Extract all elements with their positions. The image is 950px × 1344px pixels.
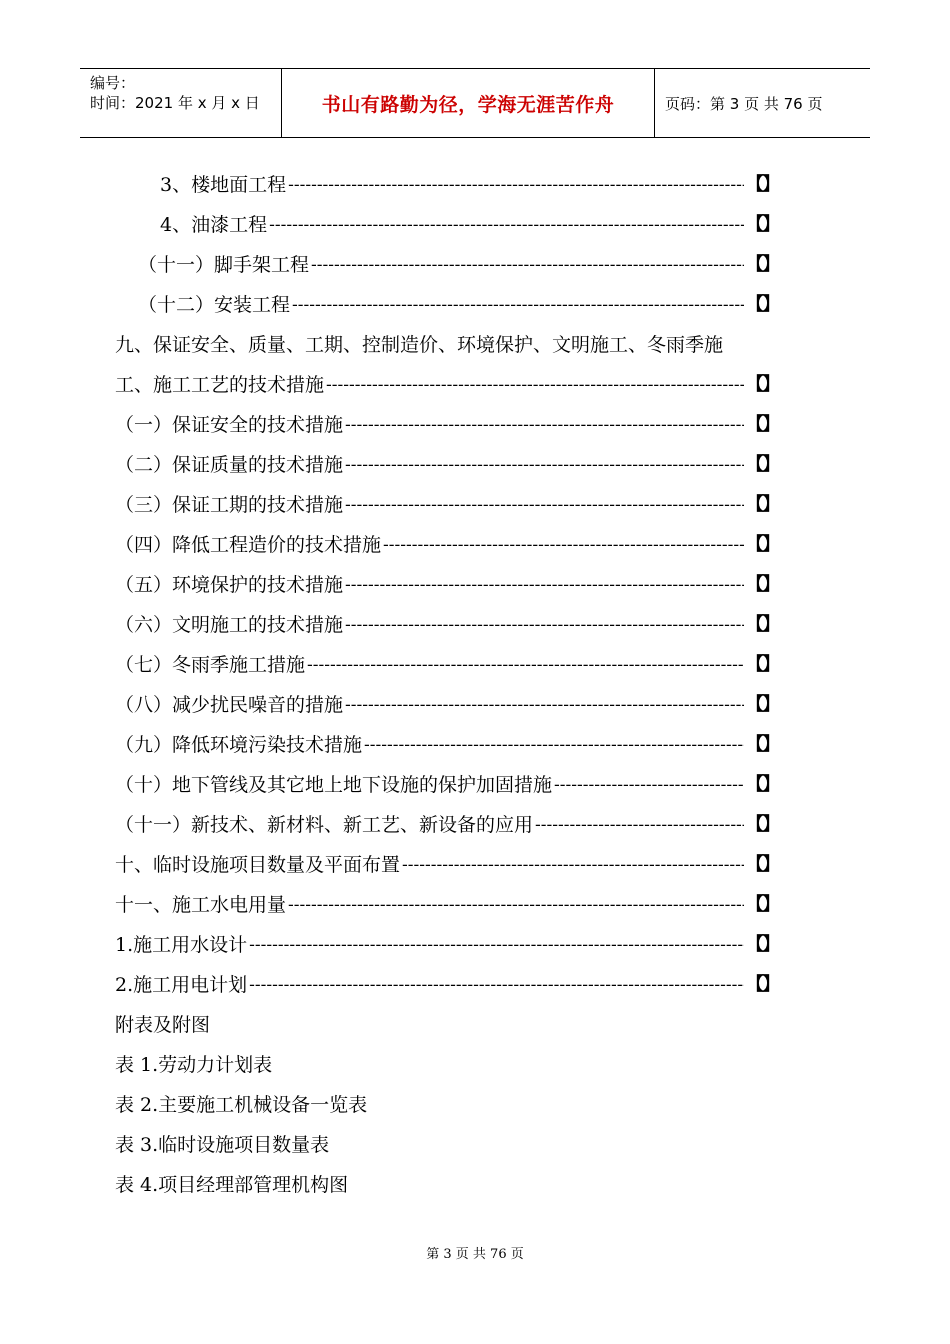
toc-entry: [138, 285, 778, 325]
toc-leader: [345, 605, 744, 645]
toc-entry-mark: 【】: [746, 254, 778, 275]
page-header: [80, 68, 870, 138]
toc-leader: [383, 525, 744, 565]
toc-entry: [115, 685, 778, 725]
toc-entry: [138, 245, 778, 285]
toc-entry-mark: 【】: [746, 574, 778, 595]
header-motto-cell: [282, 69, 655, 137]
toc-entry-mark: 【】: [746, 534, 778, 555]
toc-leader: [402, 845, 744, 885]
toc-entry: [115, 565, 778, 605]
toc-entry-mark: 【】: [746, 854, 778, 875]
toc-entry: [160, 165, 778, 205]
toc-entry: [115, 645, 778, 685]
toc-entry-text: （五）环境保护的技术措施: [115, 574, 344, 596]
toc-entry-text: 十一、施工水电用量: [115, 894, 287, 916]
toc-entry-mark: 【】: [746, 974, 778, 995]
toc-entry: [115, 925, 778, 965]
toc-entry: [115, 525, 778, 565]
toc-entry-mark: 【】: [746, 294, 778, 315]
toc-leader: [269, 205, 744, 245]
toc-leader: [345, 445, 744, 485]
appendix-item: 表 3.临时设施项目数量表: [115, 1134, 330, 1156]
toc-entry-mark: 【】: [746, 934, 778, 955]
toc-entry-mark: 【】: [746, 494, 778, 515]
page-footer: [0, 1243, 950, 1262]
toc-entry-text: 工、施工工艺的技术措施: [115, 374, 325, 396]
toc-entry-mark: 【】: [746, 214, 778, 235]
toc-leader: [249, 965, 744, 1005]
appendix-heading: 附表及附图: [115, 1014, 211, 1036]
toc-entry-text: 2.施工用电计划: [115, 974, 248, 996]
toc-leader: [554, 765, 744, 805]
toc-entry-text: （二）保证质量的技术措施: [115, 454, 344, 476]
toc-entry-text: （四）降低工程造价的技术措施: [115, 534, 382, 556]
toc-entry-text: （九）降低环境污染技术措施: [115, 734, 363, 756]
toc-entry-mark: 【】: [746, 694, 778, 715]
toc-entry-text: （三）保证工期的技术措施: [115, 494, 344, 516]
toc-entry-text: （十一）脚手架工程: [138, 254, 310, 276]
toc-leader: [345, 565, 744, 605]
toc-entry: [160, 205, 778, 245]
toc-entry-text: （八）减少扰民噪音的措施: [115, 694, 344, 716]
toc-entry-text: 3、楼地面工程: [160, 174, 287, 196]
toc-entry-mark: 【】: [746, 734, 778, 755]
toc-entry-mark: 【】: [746, 374, 778, 395]
toc-entry: [115, 765, 778, 805]
toc-entry-text: （一）保证安全的技术措施: [115, 414, 344, 436]
header-meta: [80, 69, 282, 137]
toc-leader: [345, 485, 744, 525]
toc-entry-mark: 【】: [746, 454, 778, 475]
appendix-item: 表 1.劳动力计划表: [115, 1054, 273, 1076]
header-page-label: 页码：第 3 页 共 76 页: [665, 94, 823, 113]
toc-entry-text: （七）冬雨季施工措施: [115, 654, 306, 676]
toc-entry-text: 九、保证安全、质量、工期、控制造价、环境保护、文明施工、冬雨季施: [115, 334, 724, 356]
toc-entry: [115, 845, 778, 885]
toc-leader: [311, 245, 744, 285]
toc-leader: [292, 285, 744, 325]
toc-leader: [345, 685, 744, 725]
toc-leader: [364, 725, 744, 765]
toc-leader: [326, 365, 744, 405]
toc-entry-text: （十一）新技术、新材料、新工艺、新设备的应用: [115, 814, 534, 836]
toc-entry-mark: 【】: [746, 894, 778, 915]
toc-leader: [535, 805, 744, 845]
toc-entry: [115, 965, 778, 1005]
header-page-cell: [655, 69, 870, 137]
toc-leader: [288, 165, 744, 205]
toc-entry-text: 十、临时设施项目数量及平面布置: [115, 854, 401, 876]
toc-entry-mark: 【】: [746, 414, 778, 435]
header-time-label: 时间：2021 年 x 月 x 日: [90, 94, 260, 112]
toc-leader: [249, 925, 744, 965]
toc-entry-mark: 【】: [746, 654, 778, 675]
toc-entry: [115, 445, 778, 485]
toc-entry: [115, 405, 778, 445]
toc-entry-text: 4、油漆工程: [160, 214, 268, 236]
toc-entry-mark: 【】: [746, 814, 778, 835]
toc-entry: [115, 725, 778, 765]
header-number-label: 编号：: [90, 74, 136, 92]
toc-leader: [307, 645, 744, 685]
toc-entry: [115, 485, 778, 525]
toc-entry: [115, 885, 778, 925]
toc-entry-text: （十）地下管线及其它地上地下设施的保护加固措施: [115, 774, 553, 796]
appendix-item: 表 2.主要施工机械设备一览表: [115, 1094, 368, 1116]
toc-entry: [115, 805, 778, 845]
toc-entry-mark: 【】: [746, 614, 778, 635]
toc-entry-text: （六）文明施工的技术措施: [115, 614, 344, 636]
toc-entry-mark: 【】: [746, 774, 778, 795]
toc-leader: [288, 885, 744, 925]
toc-leader: [345, 405, 744, 445]
appendix-item: 表 4.项目经理部管理机构图: [115, 1174, 349, 1196]
toc-entry: [115, 605, 778, 645]
toc-entry-mark: 【】: [746, 174, 778, 195]
header-motto: 书山有路勤为径，学海无涯苦作舟: [321, 93, 615, 116]
footer-page-number: 第 3 页 共 76 页: [426, 1247, 524, 1262]
toc-entry-text: （十二）安装工程: [138, 294, 291, 316]
toc-entry: [115, 365, 778, 405]
toc-entry-text: 1.施工用水设计: [115, 934, 248, 956]
